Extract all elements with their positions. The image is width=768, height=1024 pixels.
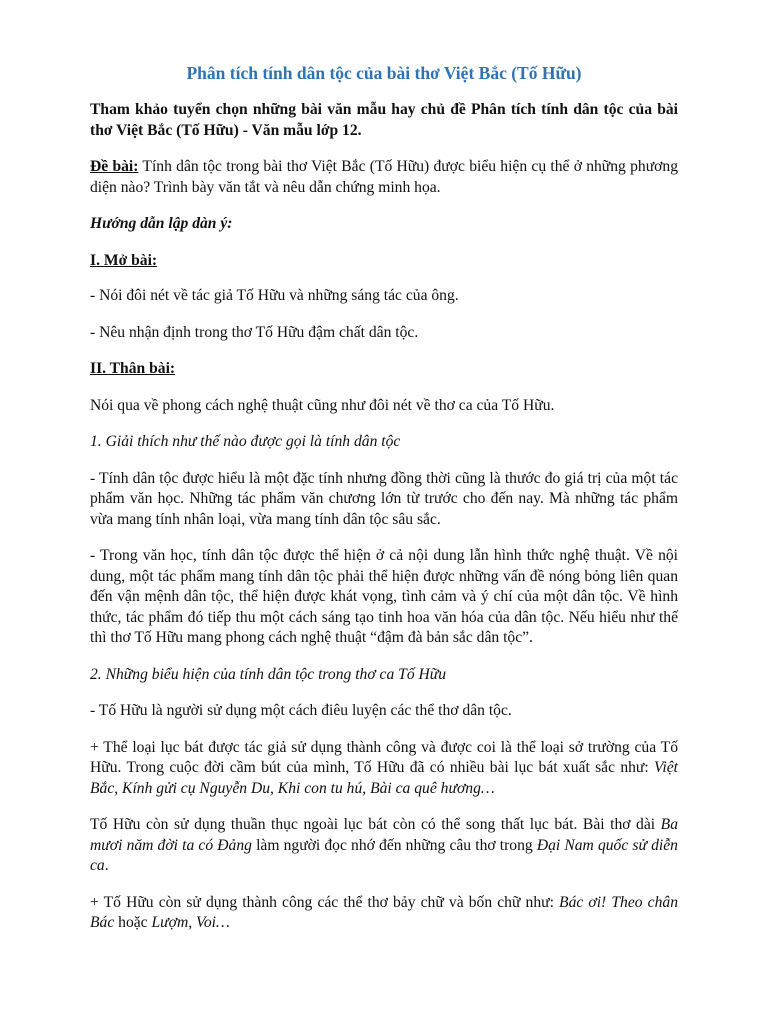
work-titles: Việt Bắc, Kính gửi cụ Nguyễn Du, Khi con tu hú, Bài ca quê hương…: [90, 759, 678, 797]
paragraph-text: làm người đọc nhớ đến những câu thơ trong: [251, 836, 537, 854]
subsection1-paragraph-2: - Trong văn học, tính dân tộc được thể hiện ở cả nội dung lẫn hình thức nghệ thuật. Về nội dung, một tác phẩm mang tính dân tộc phải thể hiện được những vấn đề nóng bỏng liên quan đến vận mệnh dân tộc, thể hiện được khát vọng, tình cảm và ý chí của một dân tộc. Về hình thức, tác phẩm đó tiếp thu một cách sáng tạo tinh hoa văn hóa của dân tộc. Nếu hiểu như thế thì thơ Tố Hữu mang phong cách nghệ thuật “đậm đà bản sắc dân tộc”.: [90, 547, 678, 646]
section1-paragraph-2: - Nêu nhận định trong thơ Tố Hữu đậm chất dân tộc.: [90, 323, 419, 341]
subsection2-paragraph-4: [90, 893, 678, 934]
paragraph-text: hoặc: [114, 914, 152, 931]
prompt-paragraph: [90, 157, 678, 198]
work-title: Bác ơi! Theo chân Bác: [90, 893, 678, 931]
subsection1-paragraph-1: - Tính dân tộc được hiểu là một đặc tính nhưng đồng thời cũng là thước đo giá trị của một tác phẩm văn học. Những tác phẩm văn chương lớn từ trước cho đến nay. Mà những tác phẩm vừa mang tính nhân loại, vừa mang tính dân tộc sâu sắc.: [90, 469, 678, 528]
subsection2-heading: 2. Những biểu hiện của tính dân tộc trong thơ ca Tố Hữu: [90, 665, 447, 683]
paragraph-text: + Tố Hữu còn sử dụng thành công các thể thơ bảy chữ và bốn chữ như:: [90, 893, 560, 911]
subsection2-paragraph-1: - Tố Hữu là người sử dụng một cách điêu luyện các thể thơ dân tộc.: [90, 702, 512, 719]
subsection2-paragraph-2: [90, 738, 678, 800]
section2-paragraph-1: Nói qua về phong cách nghệ thuật cũng như đôi nét về thơ ca của Tố Hữu.: [90, 396, 555, 414]
paragraph-text: Tố Hữu còn sử dụng thuần thục ngoài lục bát còn có thể song thất lục bát. Bài thơ dài: [90, 816, 661, 833]
section2-heading: II. Thân bài:: [90, 360, 176, 377]
subsection2-paragraph-3: [90, 815, 678, 877]
outline-heading: Hướng dẫn lập dàn ý:: [90, 215, 233, 232]
prompt-label: Đề bài:: [90, 158, 139, 175]
intro-paragraph: Tham khảo tuyển chọn những bài văn mẫu hay chủ đề Phân tích tính dân tộc của bài thơ Việt Bắc (Tố Hữu) - Văn mẫu lớp 12.: [90, 101, 678, 139]
section1-heading: I. Mở bài:: [90, 251, 158, 269]
paragraph-text: .: [104, 857, 109, 874]
work-title: Lượm, Voi…: [151, 914, 230, 931]
document-title: Phân tích tính dân tộc của bài thơ Việt Bắc (Tố Hữu): [186, 63, 582, 83]
paragraph-text: + Thể loại lục bát được tác giả sử dụng thành công và được coi là thể loại sở trường của Tố Hữu. Trong cuộc đời cầm bút của mình, Tố Hữu đã có nhiều bài lục bát xuất sắc như:: [90, 738, 678, 776]
work-title: Ba mươi năm đời ta có Đảng: [90, 816, 678, 854]
subsection1-heading: 1. Giải thích như thế nào được gọi là tính dân tộc: [90, 433, 401, 450]
prompt-text: Tính dân tộc trong bài thơ Việt Bắc (Tố Hữu) được biểu hiện cụ thể ở những phương diện nào? Trình bày văn tắt và nêu dẫn chứng minh họa.: [90, 158, 678, 196]
section1-paragraph-1: - Nói đôi nét về tác giả Tố Hữu và những sáng tác của ông.: [90, 287, 459, 304]
work-title: Đại Nam quốc sử diễn ca: [90, 836, 678, 874]
